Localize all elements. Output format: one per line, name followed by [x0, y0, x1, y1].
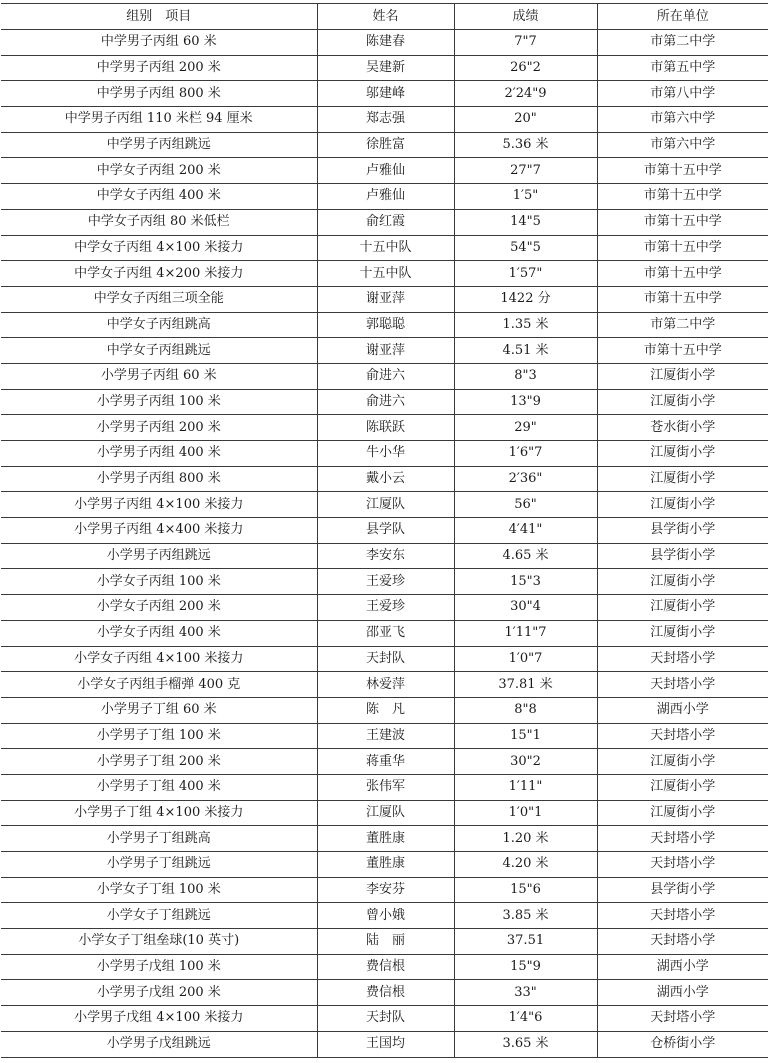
cell-unit: 江厦街小学	[597, 774, 768, 800]
cell-unit: 天封塔小学	[597, 826, 768, 852]
cell-unit: 市第十五中学	[597, 235, 768, 261]
cell-unit: 市第十五中学	[597, 338, 768, 364]
cell-result: 8"8	[454, 697, 597, 723]
cell-name: 郭聪聪	[317, 312, 454, 338]
table-row	[1, 980, 768, 1006]
cell-name: 十五中队	[317, 235, 454, 261]
table-row	[1, 389, 768, 415]
cell-result: 15"9	[454, 954, 597, 980]
table-row	[1, 235, 768, 261]
header-row	[1, 4, 768, 30]
table-row	[1, 774, 768, 800]
cell-unit: 市第十五中学	[597, 261, 768, 287]
cell-result: 30"2	[454, 749, 597, 775]
cell-unit: 市第十五中学	[597, 184, 768, 210]
cell-event: 小学男子丙组 400 米	[1, 441, 317, 467]
cell-event: 小学女子丙组手榴弹 400 克	[1, 672, 317, 698]
cell-event: 小学男子丁组 200 米	[1, 749, 317, 775]
table-row	[1, 415, 768, 441]
cell-result: 7"7	[454, 30, 597, 56]
cell-event: 小学男子丁组 400 米	[1, 774, 317, 800]
header-unit: 所在单位	[597, 4, 768, 30]
cell-result: 37.51	[454, 929, 597, 955]
cell-name: 吴建新	[317, 55, 454, 81]
cell-unit: 天封塔小学	[597, 852, 768, 878]
cell-event: 中学女子丙组 200 米	[1, 158, 317, 184]
cell-result: 56"	[454, 492, 597, 518]
cell-unit: 江厦街小学	[597, 749, 768, 775]
cell-event: 中学女子丙组跳远	[1, 338, 317, 364]
table-row	[1, 543, 768, 569]
cell-unit: 天封塔小学	[597, 646, 768, 672]
cell-event: 小学女子丙组 400 米	[1, 620, 317, 646]
cell-result: 4.20 米	[454, 852, 597, 878]
cell-name: 江厦队	[317, 492, 454, 518]
cell-event: 小学女子丙组 100 米	[1, 569, 317, 595]
table-row	[1, 800, 768, 826]
table-row	[1, 697, 768, 723]
table-row	[1, 209, 768, 235]
cell-event: 小学男子戊组跳远	[1, 1031, 317, 1057]
cell-event: 中学女子丙组跳高	[1, 312, 317, 338]
table-row	[1, 877, 768, 903]
header-name: 姓名	[317, 4, 454, 30]
cell-unit: 湖西小学	[597, 954, 768, 980]
cell-result: 37.81 米	[454, 672, 597, 698]
cell-unit: 市第十五中学	[597, 209, 768, 235]
cell-event: 中学女子丙组 400 米	[1, 184, 317, 210]
table-row	[1, 595, 768, 621]
cell-name: 戴小云	[317, 466, 454, 492]
cell-unit: 天封塔小学	[597, 929, 768, 955]
table-row	[1, 107, 768, 133]
cell-name: 李安芬	[317, 877, 454, 903]
cell-event: 中学男子丙组跳远	[1, 132, 317, 158]
cell-unit: 市第六中学	[597, 107, 768, 133]
table-body	[1, 30, 768, 1058]
cell-name: 林爱萍	[317, 672, 454, 698]
cell-name: 徐胜富	[317, 132, 454, 158]
cell-result: 4′41"	[454, 518, 597, 544]
cell-result: 13"9	[454, 389, 597, 415]
cell-event: 小学男子丙组 60 米	[1, 363, 317, 389]
table-row	[1, 903, 768, 929]
table-header	[1, 4, 768, 30]
cell-event: 小学男子丙组跳远	[1, 543, 317, 569]
cell-result: 30"4	[454, 595, 597, 621]
table-row	[1, 723, 768, 749]
cell-unit: 天封塔小学	[597, 903, 768, 929]
table-row	[1, 466, 768, 492]
cell-unit: 江厦街小学	[597, 363, 768, 389]
header-result: 成绩	[454, 4, 597, 30]
cell-unit: 天封塔小学	[597, 672, 768, 698]
cell-event: 小学男子丙组 100 米	[1, 389, 317, 415]
cell-name: 王建波	[317, 723, 454, 749]
cell-result: 1′5"	[454, 184, 597, 210]
table-row	[1, 954, 768, 980]
cell-name: 郑志强	[317, 107, 454, 133]
cell-event: 小学女子丁组 100 米	[1, 877, 317, 903]
cell-name: 蒋重华	[317, 749, 454, 775]
cell-event: 中学女子丙组 4×100 米接力	[1, 235, 317, 261]
cell-result: 1′0"1	[454, 800, 597, 826]
cell-name: 俞进六	[317, 389, 454, 415]
cell-event: 小学女子丁组跳远	[1, 903, 317, 929]
cell-event: 小学男子戊组 200 米	[1, 980, 317, 1006]
cell-result: 15"6	[454, 877, 597, 903]
cell-result: 2′36"	[454, 466, 597, 492]
table-row	[1, 81, 768, 107]
table-row	[1, 620, 768, 646]
cell-result: 1′57"	[454, 261, 597, 287]
table-row	[1, 646, 768, 672]
cell-event: 小学男子丁组 4×100 米接力	[1, 800, 317, 826]
cell-name: 俞进六	[317, 363, 454, 389]
cell-event: 小学男子丙组 200 米	[1, 415, 317, 441]
cell-unit: 天封塔小学	[597, 723, 768, 749]
cell-name: 王爱珍	[317, 569, 454, 595]
cell-name: 县学队	[317, 518, 454, 544]
cell-result: 29"	[454, 415, 597, 441]
cell-event: 小学男子丙组 4×100 米接力	[1, 492, 317, 518]
cell-name: 费信根	[317, 954, 454, 980]
cell-result: 14"5	[454, 209, 597, 235]
table-row	[1, 1006, 768, 1032]
table-row	[1, 672, 768, 698]
cell-result: 1′6"7	[454, 441, 597, 467]
header-event: 组别 项目	[1, 4, 317, 30]
cell-name: 陈联跃	[317, 415, 454, 441]
cell-result: 33"	[454, 980, 597, 1006]
cell-unit: 市第六中学	[597, 132, 768, 158]
cell-result: 1′0"7	[454, 646, 597, 672]
cell-result: 54"5	[454, 235, 597, 261]
cell-result: 15"3	[454, 569, 597, 595]
cell-event: 中学女子丙组 4×200 米接力	[1, 261, 317, 287]
table-row	[1, 184, 768, 210]
cell-name: 王爱珍	[317, 595, 454, 621]
cell-unit: 江厦街小学	[597, 466, 768, 492]
cell-result: 2′24"9	[454, 81, 597, 107]
cell-name: 邬建峰	[317, 81, 454, 107]
cell-name: 张伟军	[317, 774, 454, 800]
cell-name: 王国均	[317, 1031, 454, 1057]
cell-event: 中学男子丙组 110 米栏 94 厘米	[1, 107, 317, 133]
cell-event: 小学男子戊组 100 米	[1, 954, 317, 980]
cell-result: 5.36 米	[454, 132, 597, 158]
cell-name: 卢雅仙	[317, 184, 454, 210]
cell-event: 小学男子丁组跳远	[1, 852, 317, 878]
cell-name: 陈 凡	[317, 697, 454, 723]
cell-name: 十五中队	[317, 261, 454, 287]
cell-unit: 县学街小学	[597, 543, 768, 569]
table-row	[1, 338, 768, 364]
cell-result: 1422 分	[454, 286, 597, 312]
cell-event: 小学女子丙组 200 米	[1, 595, 317, 621]
cell-name: 李安东	[317, 543, 454, 569]
cell-unit: 江厦街小学	[597, 620, 768, 646]
cell-name: 牛小华	[317, 441, 454, 467]
cell-result: 8"3	[454, 363, 597, 389]
cell-unit: 江厦街小学	[597, 441, 768, 467]
cell-event: 小学男子丙组 4×400 米接力	[1, 518, 317, 544]
cell-unit: 江厦街小学	[597, 800, 768, 826]
cell-unit: 天封塔小学	[597, 1006, 768, 1032]
cell-event: 小学女子丁组垒球(10 英寸)	[1, 929, 317, 955]
cell-result: 20"	[454, 107, 597, 133]
table-row	[1, 569, 768, 595]
cell-name: 曾小娥	[317, 903, 454, 929]
table-row	[1, 158, 768, 184]
cell-event: 小学男子戊组 4×100 米接力	[1, 1006, 317, 1032]
cell-name: 天封队	[317, 1006, 454, 1032]
cell-result: 4.51 米	[454, 338, 597, 364]
cell-event: 小学男子丁组跳高	[1, 826, 317, 852]
table-row	[1, 852, 768, 878]
table-row	[1, 518, 768, 544]
cell-event: 小学男子丙组 800 米	[1, 466, 317, 492]
table-row	[1, 826, 768, 852]
cell-unit: 江厦街小学	[597, 389, 768, 415]
results-table	[1, 3, 768, 1058]
table-row	[1, 492, 768, 518]
cell-result: 1′11"7	[454, 620, 597, 646]
cell-result: 1.20 米	[454, 826, 597, 852]
table-row	[1, 30, 768, 56]
cell-event: 中学男子丙组 60 米	[1, 30, 317, 56]
table-row	[1, 363, 768, 389]
cell-unit: 县学街小学	[597, 877, 768, 903]
cell-unit: 湖西小学	[597, 980, 768, 1006]
table-row	[1, 261, 768, 287]
cell-unit: 市第十五中学	[597, 158, 768, 184]
cell-unit: 苍水街小学	[597, 415, 768, 441]
cell-name: 陈建春	[317, 30, 454, 56]
table-row	[1, 749, 768, 775]
cell-name: 谢亚萍	[317, 286, 454, 312]
cell-name: 天封队	[317, 646, 454, 672]
cell-unit: 市第五中学	[597, 55, 768, 81]
cell-result: 3.65 米	[454, 1031, 597, 1057]
cell-event: 小学男子丁组 60 米	[1, 697, 317, 723]
table-row	[1, 132, 768, 158]
cell-unit: 县学街小学	[597, 518, 768, 544]
cell-unit: 江厦街小学	[597, 595, 768, 621]
table-row	[1, 286, 768, 312]
cell-result: 3.85 米	[454, 903, 597, 929]
cell-name: 陆 丽	[317, 929, 454, 955]
cell-name: 谢亚萍	[317, 338, 454, 364]
table-row	[1, 55, 768, 81]
table-row	[1, 929, 768, 955]
cell-name: 邵亚飞	[317, 620, 454, 646]
table-row	[1, 441, 768, 467]
table-row	[1, 312, 768, 338]
cell-event: 中学女子丙组三项全能	[1, 286, 317, 312]
cell-result: 1′11"	[454, 774, 597, 800]
cell-unit: 仓桥街小学	[597, 1031, 768, 1057]
cell-unit: 市第十五中学	[597, 286, 768, 312]
cell-event: 中学男子丙组 200 米	[1, 55, 317, 81]
cell-name: 董胜康	[317, 852, 454, 878]
cell-name: 俞红霞	[317, 209, 454, 235]
cell-event: 小学女子丙组 4×100 米接力	[1, 646, 317, 672]
cell-result: 26"2	[454, 55, 597, 81]
cell-event: 中学男子丙组 800 米	[1, 81, 317, 107]
cell-result: 27"7	[454, 158, 597, 184]
results-table-container	[1, 3, 768, 1058]
table-row	[1, 1031, 768, 1057]
cell-result: 15"1	[454, 723, 597, 749]
cell-result: 4.65 米	[454, 543, 597, 569]
cell-result: 1′4"6	[454, 1006, 597, 1032]
cell-event: 中学女子丙组 80 米低栏	[1, 209, 317, 235]
cell-unit: 市第二中学	[597, 312, 768, 338]
cell-unit: 江厦街小学	[597, 569, 768, 595]
cell-name: 卢雅仙	[317, 158, 454, 184]
cell-name: 费信根	[317, 980, 454, 1006]
cell-event: 小学男子丁组 100 米	[1, 723, 317, 749]
cell-result: 1.35 米	[454, 312, 597, 338]
cell-unit: 江厦街小学	[597, 492, 768, 518]
cell-unit: 市第二中学	[597, 30, 768, 56]
cell-name: 江厦队	[317, 800, 454, 826]
cell-name: 董胜康	[317, 826, 454, 852]
cell-unit: 湖西小学	[597, 697, 768, 723]
cell-unit: 市第八中学	[597, 81, 768, 107]
